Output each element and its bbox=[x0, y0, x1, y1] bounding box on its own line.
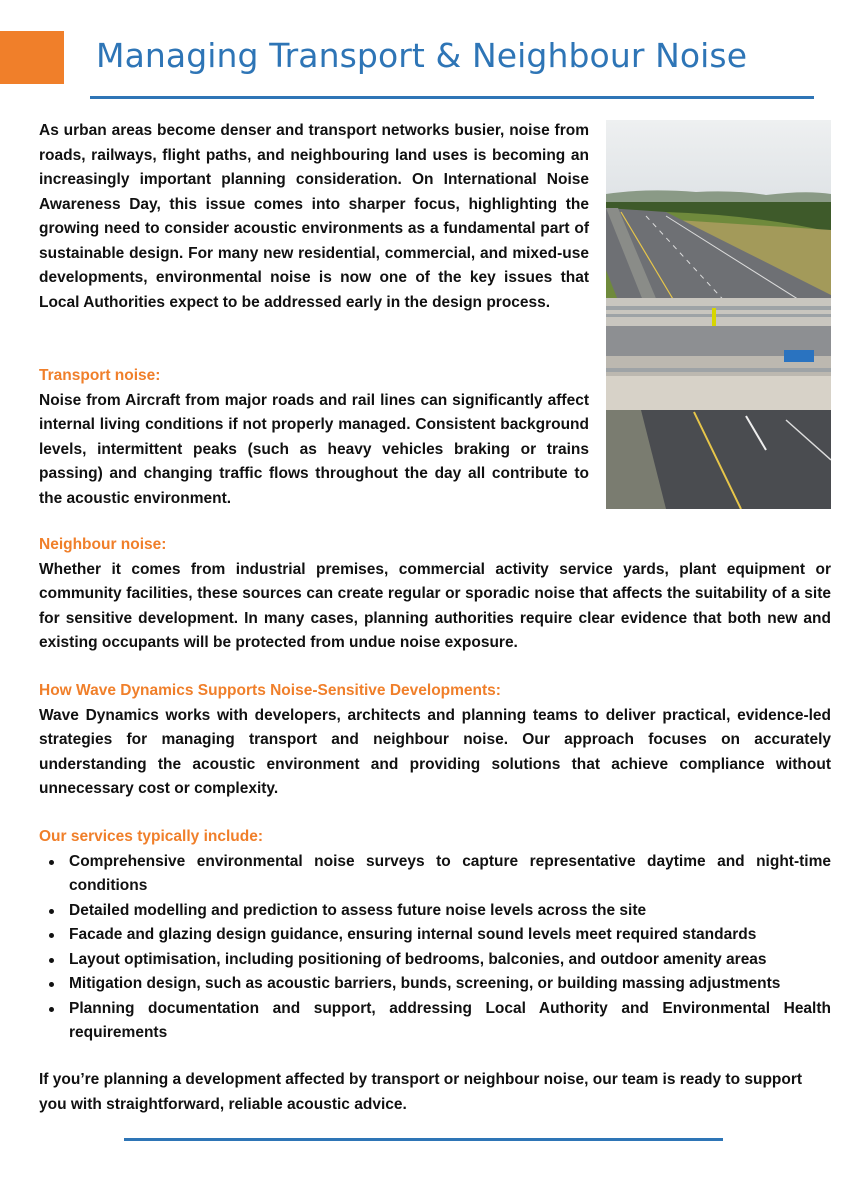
neighbour-heading: Neighbour noise: bbox=[39, 536, 167, 553]
transport-body: Noise from Aircraft from major roads and rail lines can significantly affect internal living conditions if not properly managed. Consistent background levels, intermittent peaks (such as heavy vehicles braking or trains passing) and changing traffic flows throughout the day all contribute to the acoustic environment. bbox=[39, 391, 589, 507]
list-item: Detailed modelling and prediction to assess future noise levels across the site bbox=[69, 899, 831, 924]
support-heading: How Wave Dynamics Supports Noise-Sensitive Developments: bbox=[39, 682, 501, 699]
neighbour-body: Whether it comes from industrial premises, commercial activity service yards, plant equipment or community facilities, these sources can create regular or sporadic noise that affects the suitability of a site for sensitive development. In many cases, planning authorities require clear evidence that both new and existing occupants will be protected from undue noise exposure. bbox=[39, 560, 831, 651]
title-divider bbox=[90, 96, 814, 99]
list-item: Comprehensive environmental noise surveys to capture representative daytime and night-time conditions bbox=[69, 850, 831, 899]
transport-section bbox=[39, 364, 589, 511]
page-title: Managing Transport & Neighbour Noise bbox=[96, 36, 748, 75]
motorway-overpass-photo bbox=[606, 120, 831, 509]
services-list bbox=[39, 850, 831, 1046]
support-body: Wave Dynamics works with developers, architects and planning teams to deliver practical, evidence-led strategies for managing transport and neighbour noise. Our approach focuses on accurately understanding the acoustic environment and providing solutions that achieve compliance without unnecessary cost or complexity. bbox=[39, 706, 831, 797]
services-heading: Our services typically include: bbox=[39, 828, 263, 845]
intro-paragraph: As urban areas become denser and transport networks busier, noise from roads, railways, flight paths, and neighbouring land uses is becoming an increasingly important planning consideration. On International Noise Awareness Day, this issue comes into sharper focus, highlighting the growing need to consider acoustic environments as a fundamental part of sustainable design. For many new residential, commercial, and mixed-use developments, environmental noise is now one of the key issues that Local Authorities expect to be addressed early in the design process. bbox=[39, 122, 589, 311]
footer-divider bbox=[124, 1138, 723, 1141]
list-item: Mitigation design, such as acoustic barriers, bunds, screening, or building massing adjustments bbox=[69, 972, 831, 997]
support-section bbox=[39, 679, 831, 802]
neighbour-section bbox=[39, 533, 831, 656]
list-item: Planning documentation and support, addressing Local Authority and Environmental Health requirements bbox=[69, 997, 831, 1046]
services-section bbox=[39, 825, 831, 1046]
transport-heading: Transport noise: bbox=[39, 367, 161, 384]
list-item: Layout optimisation, including positioning of bedrooms, balconies, and outdoor amenity areas bbox=[69, 948, 831, 973]
closing-paragraph: If you’re planning a development affected by transport or neighbour noise, our team is ready to support you with straightforward, reliable acoustic advice. bbox=[39, 1071, 803, 1113]
list-item: Facade and glazing design guidance, ensuring internal sound levels meet required standards bbox=[69, 923, 831, 948]
orange-accent-block bbox=[0, 31, 64, 84]
